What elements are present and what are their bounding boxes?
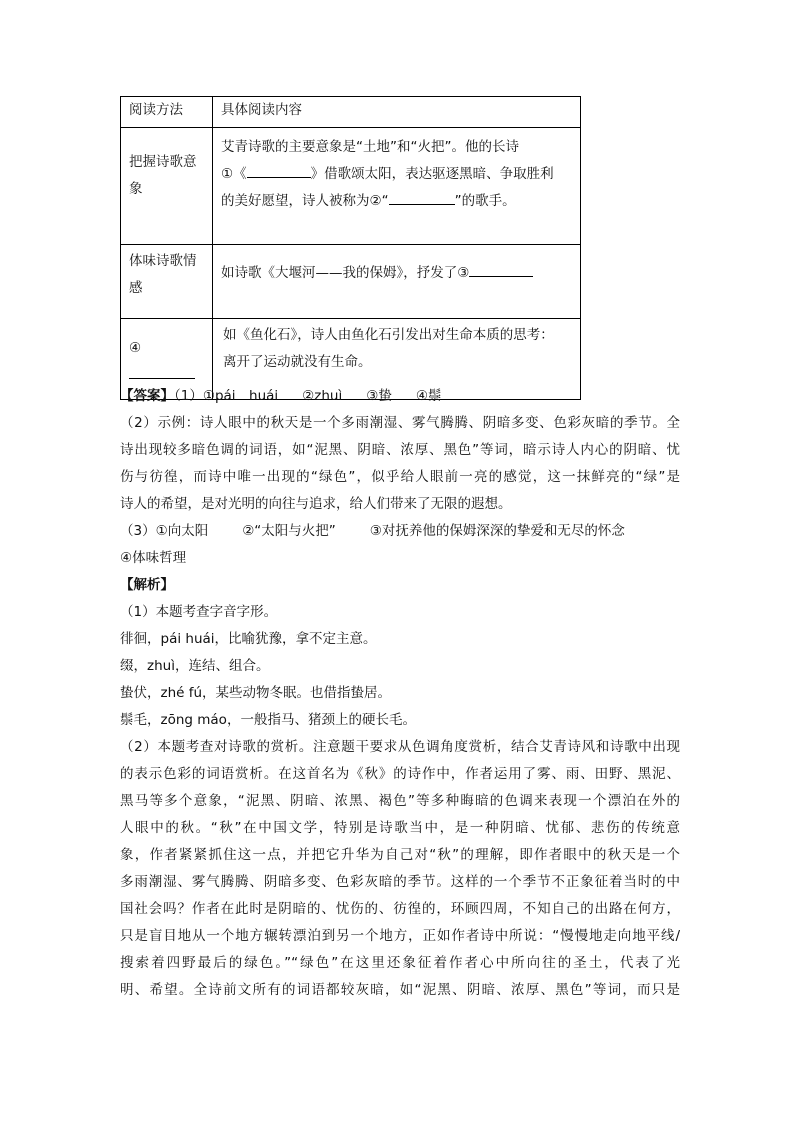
paragraph-line: （1）本题考查字音字形。	[120, 604, 278, 620]
fill-blank-3	[469, 263, 533, 277]
table-header-row	[121, 97, 581, 128]
table-row	[121, 128, 581, 245]
text-span: ④鬃	[415, 388, 442, 404]
paragraph-line: 人眼中的秋。“秋”在中国文学，特别是诗歌当中，是一种阴暗、忧郁、悲伤的传统意	[120, 820, 680, 836]
reading-methods-table	[120, 96, 581, 400]
table-row	[121, 245, 581, 319]
paragraph-line: 只是盲目地从一个地方辗转漂泊到另一个地方，正如作者诗中所说：“慢慢地走向地平线/	[120, 928, 680, 944]
paragraph-line: 徘徊，pái huái，比喻犹豫，拿不定主意。	[120, 631, 377, 647]
text-span: （3）①向太阳	[120, 523, 209, 539]
answer-line-1	[120, 383, 680, 410]
row-content	[213, 245, 581, 319]
text-span: （1）①pái huái	[174, 388, 279, 404]
row-content-line: 如《鱼化石》，诗人由鱼化石引发出对生命本质的思考：	[223, 327, 554, 343]
header-method: 阅读方法	[121, 97, 213, 128]
paragraph-line: 国社会吗？作者在此时是阴暗的、忧伤的、彷徨的，环顾四周，不知自己的出路在何方，	[120, 901, 680, 917]
text-span: ②zhuì	[302, 388, 343, 404]
text-span: ③蛰	[366, 388, 392, 404]
answer-line-3	[120, 518, 680, 545]
fill-blank-2	[389, 191, 455, 205]
text-span: ③对抚养他的保姆深深的挚爱和无尽的怀念	[369, 523, 625, 539]
paragraph-line: 诗出现较多暗色调的词语，如“泥黑、阴暗、浓厚、黑色”等词，暗示诗人内心的阴暗、忧	[120, 442, 680, 458]
text-span: ①《	[221, 166, 247, 182]
fill-blank-1	[247, 164, 311, 178]
paragraph-line: 蛰伏，zhé fú，某些动物冬眠。也借指蛰居。	[120, 685, 392, 701]
text-span: ④	[129, 340, 142, 356]
paragraph-line: 诗人的希望，是对光明的向往与追求，给人们带来了无限的遐想。	[120, 496, 512, 512]
paragraph-line: 多雨潮湿、雾气腾腾、阴暗多变、色彩灰暗的季节。这样的一个季节不正象征着当时的中	[120, 874, 680, 890]
paragraph-line: （2）示例：诗人眼中的秋天是一个多雨潮湿、雾气腾腾、阴暗多变、色彩灰暗的季节。全	[120, 415, 680, 431]
text-span: 如诗歌《大堰河——我的保姆》，抒发了③	[221, 265, 470, 281]
row-content	[213, 128, 581, 245]
answer-label: 【答案】	[120, 388, 174, 404]
text-span: ”的歌手。	[454, 193, 516, 209]
text-span: ②“太阳与火把”	[242, 523, 336, 539]
paragraph-line: 的表示色彩的词语赏析。在这首名为《秋》的诗作中，作者运用了雾、雨、田野、黑泥、	[120, 766, 680, 782]
paragraph-line: 明、希望。全诗前文所有的词语都较灰暗，如“泥黑、阴暗、浓厚、黑色”等词，而只是	[120, 982, 680, 998]
row-method: 把握诗歌意象	[121, 128, 213, 245]
paragraph-line: 黑马等多个意象，“泥黑、阴暗、浓黑、褐色”等多种晦暗的色调来表现一个漂泊在外的	[120, 793, 680, 809]
paragraph-line: 缀，zhuì，连结、组合。	[120, 658, 270, 674]
paragraph-line: 象，作者紧紧抓住这一点，并把它升华为自己对“秋”的理解，即作者眼中的秋天是一个	[120, 847, 680, 863]
row-method: 体味诗歌情感	[121, 245, 213, 319]
row-content-line: 艾青诗歌的主要意象是“土地”和“火把”。他的长诗	[221, 139, 519, 155]
row-content-line	[221, 161, 572, 188]
fill-blank-4	[129, 365, 195, 379]
text-span: 》借歌颂太阳，表达驱逐黑暗、争取胜利	[310, 166, 554, 182]
paragraph-line: ④体味哲理	[120, 550, 187, 566]
row-content-line	[221, 188, 572, 215]
row-content-line: 离开了运动就没有生命。	[223, 354, 372, 370]
paragraph-line: （2）本题考查对诗歌的赏析。注意题干要求从色调角度赏析，结合艾青诗风和诗歌中出现	[120, 739, 680, 755]
paragraph-line: 鬃毛，zōng máo，一般指马、猪颈上的硬长毛。	[120, 712, 416, 728]
analysis-label: 【解析】	[120, 577, 174, 593]
header-content: 具体阅读内容	[213, 97, 581, 128]
answer-and-analysis	[120, 383, 680, 1004]
text-span: 的美好愿望，诗人被称为②“	[221, 193, 389, 209]
paragraph-line: 搜索着四野最后的绿色。”“绿色”在这里还象征着作者心中所向往的圣土，代表了光	[120, 955, 680, 971]
paragraph-line: 伤与彷徨，而诗中唯一出现的“绿色”，似乎给人眼前一亮的感觉，这一抹鲜亮的“绿”是	[120, 469, 680, 485]
